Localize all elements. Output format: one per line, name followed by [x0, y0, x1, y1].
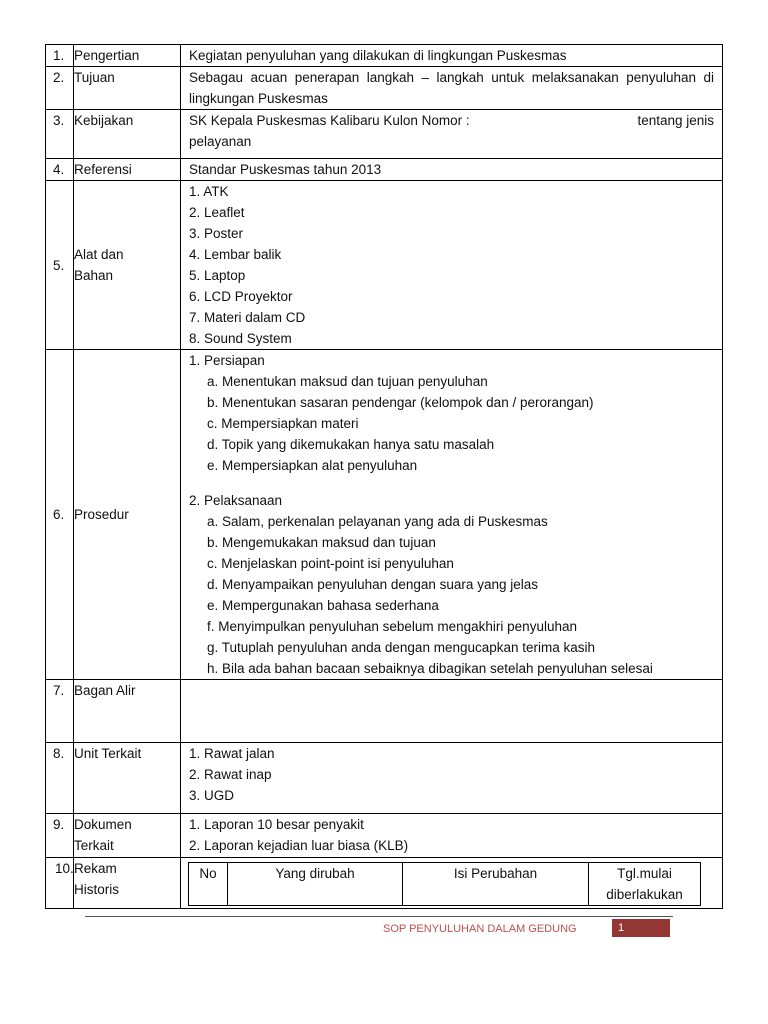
row-label-line-2: Bahan [74, 268, 114, 283]
prosedur-list [189, 350, 714, 679]
row-content-empty [181, 680, 723, 743]
kebijakan-text-right: tentang jenis [637, 113, 714, 128]
list-item: 2. Leaflet [189, 205, 245, 220]
row-number: 7. [46, 680, 74, 743]
footer-rule [85, 916, 673, 917]
list-item: d. Topik yang dikemukakan hanya satu masalah [207, 437, 495, 452]
history-header-row [189, 863, 701, 906]
row-number: 10. [46, 858, 74, 909]
row-label: Prosedur [74, 350, 181, 680]
row-rekam-historis [46, 858, 723, 909]
row-label-line-1: Dokumen [74, 817, 132, 832]
section-title: 1. Persiapan [189, 353, 265, 368]
kebijakan-text-left: SK Kepala Puskesmas Kalibaru Kulon Nomor : [189, 113, 470, 128]
row-content [181, 181, 723, 350]
row-content [181, 110, 723, 159]
row-prosedur [46, 350, 723, 680]
row-pengertian [46, 45, 723, 67]
list-item: a. Salam, perkenalan pelayanan yang ada di Puskesmas [207, 514, 548, 529]
list-item: 7. Materi dalam CD [189, 310, 306, 325]
footer-page-number: 1 [612, 919, 670, 937]
spacer [189, 476, 714, 490]
row-label: Pengertian [74, 45, 181, 67]
row-label [74, 181, 181, 350]
row-label: Kebijakan [74, 110, 181, 159]
sop-table [45, 44, 723, 909]
list-item: 8. Sound System [189, 331, 292, 346]
row-bagan-alir [46, 680, 723, 743]
kebijakan-line [189, 110, 714, 131]
row-label [74, 814, 181, 858]
row-content: Sebagau acuan penerapan langkah – langkah untuk melaksanakan penyuluhan di lingkungan Puskesmas [181, 67, 723, 110]
row-referensi [46, 159, 723, 181]
row-content [181, 743, 723, 814]
list-item: 2. Laporan kejadian luar biasa (KLB) [189, 838, 409, 853]
list-item: f. Menyimpulkan penyuluhan sebelum mengakhiri penyuluhan [207, 619, 577, 634]
row-label [74, 858, 181, 909]
row-number: 9. [46, 814, 74, 858]
row-content [181, 350, 723, 680]
list-item: 1. Rawat jalan [189, 746, 275, 761]
row-label-line-1: Alat dan [74, 247, 124, 262]
list-item: 5. Laptop [189, 268, 246, 283]
row-tujuan [46, 67, 723, 110]
row-number: 6. [46, 350, 74, 680]
history-header-isi: Isi Perubahan [403, 863, 589, 906]
row-label: Bagan Alir [74, 680, 181, 743]
section-title: 2. Pelaksanaan [189, 493, 283, 508]
history-table [188, 862, 701, 906]
history-header-tgl [589, 863, 701, 906]
list-item: e. Mempergunakan bahasa sederhana [207, 598, 439, 613]
row-label: Unit Terkait [74, 743, 181, 814]
list-item: b. Menentukan sasaran pendengar (kelompok dan / perorangan) [207, 395, 594, 410]
row-label-line-2: Historis [74, 882, 120, 897]
list-item: c. Mempersiapkan materi [207, 416, 359, 431]
row-alat-bahan [46, 181, 723, 350]
row-label-line-2: Terkait [74, 838, 114, 853]
list-item: 1. ATK [189, 184, 229, 199]
row-unit-terkait [46, 743, 723, 814]
row-number: 1. [46, 45, 74, 67]
dokumen-list [189, 814, 714, 856]
list-item: 4. Lembar balik [189, 247, 282, 262]
list-item: 6. LCD Proyektor [189, 289, 293, 304]
list-item: a. Menentukan maksud dan tujuan penyuluhan [207, 374, 488, 389]
row-dokumen-terkait [46, 814, 723, 858]
row-content: Standar Puskesmas tahun 2013 [181, 159, 723, 181]
list-item: g. Tutuplah penyuluhan anda dengan mengucapkan terima kasih [207, 640, 596, 655]
row-content: Kegiatan penyuluhan yang dilakukan di lingkungan Puskesmas [181, 45, 723, 67]
list-item: h. Bila ada bahan bacaan sebaiknya dibagikan setelah penyuluhan selesai [207, 661, 653, 676]
list-item: 1. Laporan 10 besar penyakit [189, 817, 364, 832]
row-content [181, 814, 723, 858]
history-header-no: No [189, 863, 228, 906]
history-header-tgl-line-1: Tgl.mulai [617, 866, 672, 881]
list-item: 3. UGD [189, 788, 235, 803]
list-item: 2. Rawat inap [189, 767, 272, 782]
history-header-dirubah: Yang dirubah [228, 863, 403, 906]
row-number: 2. [46, 67, 74, 110]
list-item: d. Menyampaikan penyuluhan dengan suara yang jelas [207, 577, 538, 592]
list-item: b. Mengemukakan maksud dan tujuan [207, 535, 436, 550]
kebijakan-text-cont: pelayanan [189, 134, 252, 149]
alat-list [189, 181, 714, 349]
row-number: 3. [46, 110, 74, 159]
row-kebijakan [46, 110, 723, 159]
history-header-tgl-line-2: diberlakukan [606, 887, 683, 902]
row-label: Referensi [74, 159, 181, 181]
list-item: c. Menjelaskan point-point isi penyuluhan [207, 556, 454, 571]
unit-list [189, 743, 714, 806]
list-item: 3. Poster [189, 226, 244, 241]
row-label-line-1: Rekam [74, 861, 117, 876]
footer-title: SOP PENYULUHAN DALAM GEDUNG [383, 923, 577, 935]
row-content [181, 858, 723, 909]
row-number: 5. [46, 181, 74, 350]
list-item: e. Mempersiapkan alat penyuluhan [207, 458, 418, 473]
row-number: 8. [46, 743, 74, 814]
row-number: 4. [46, 159, 74, 181]
row-label: Tujuan [74, 67, 181, 110]
